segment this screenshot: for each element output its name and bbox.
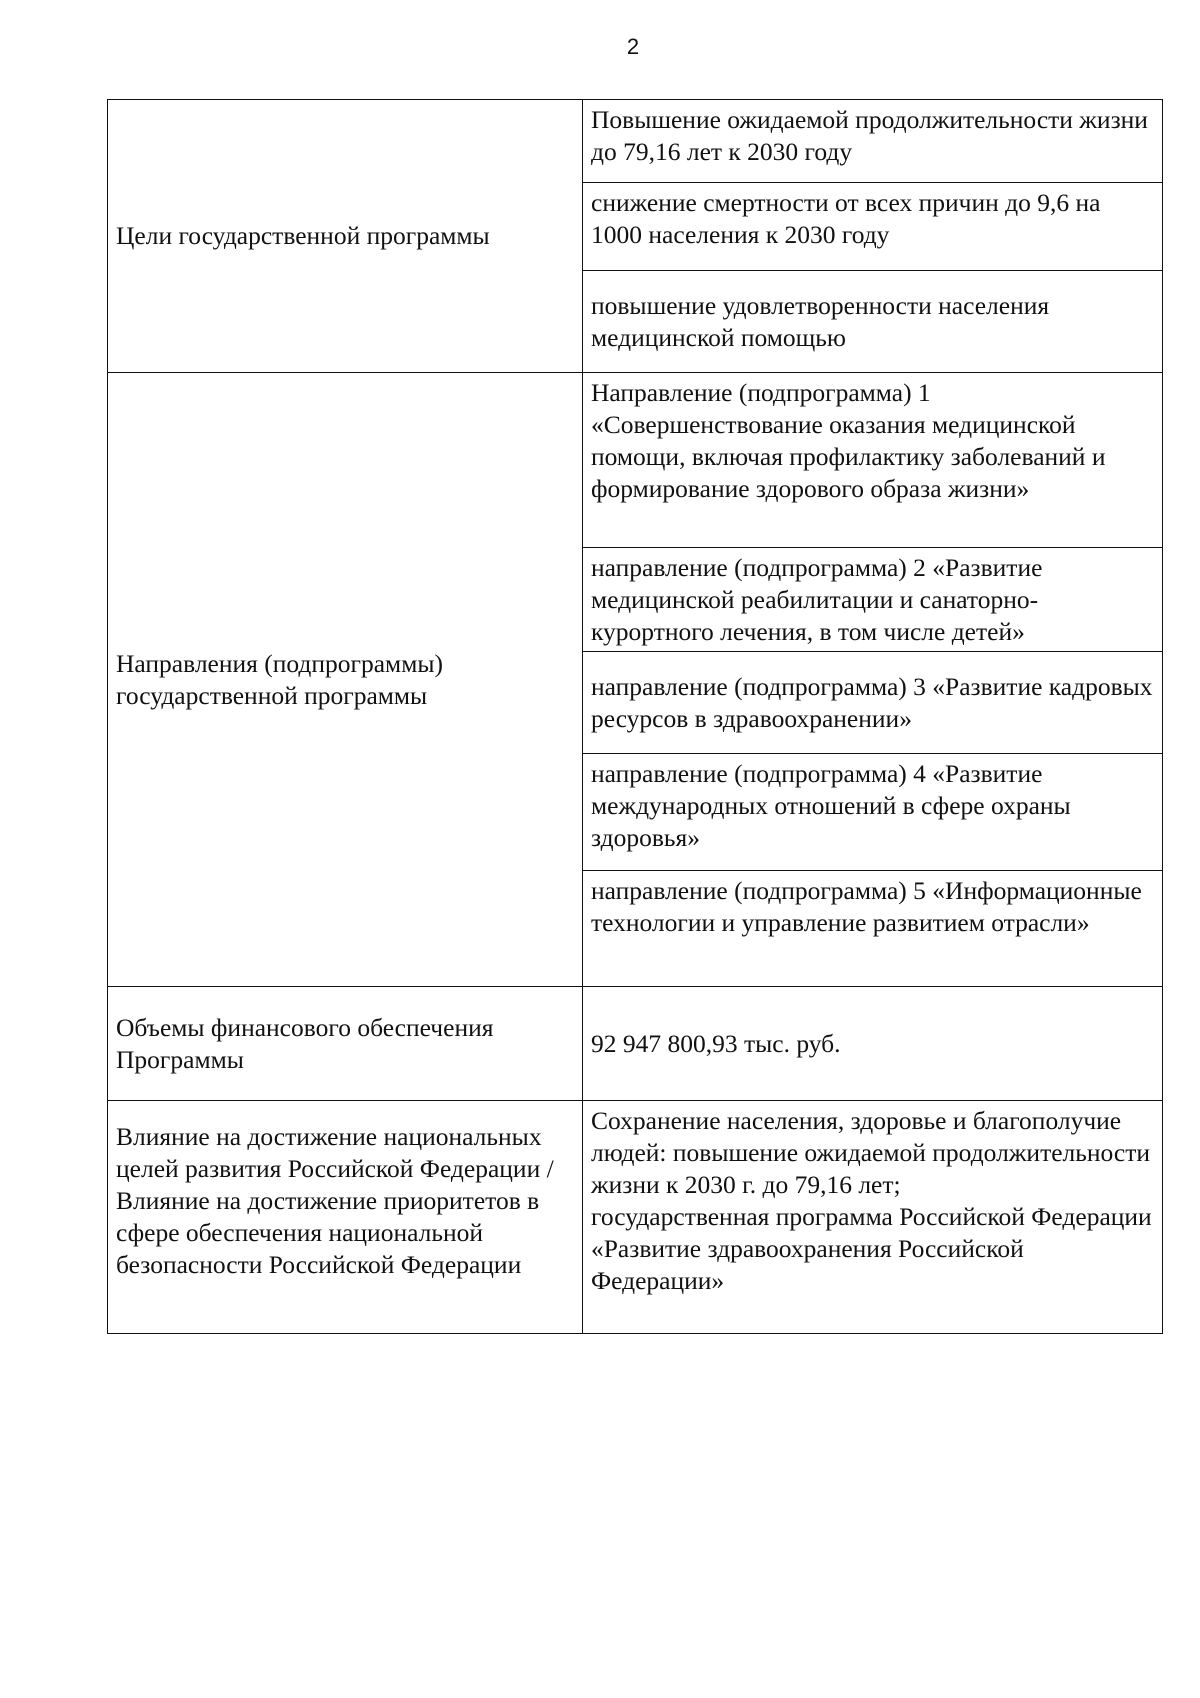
goal-item: повышение удовлетворенности населения медицинской помощью — [583, 271, 1163, 373]
impact-value: Сохранение населения, здоровье и благополучие людей: повышение ожидаемой продолжительности жизни к 2030 г. до 79,16 лет; государственная программа Российской Федерации «Развитие здравоохранения Российской Федерации» — [583, 1101, 1163, 1334]
directions-label: Направления (подпрограммы) государственной программы — [108, 373, 583, 987]
goals-label: Цели государственной программы — [108, 100, 583, 373]
impact-row — [108, 1101, 1163, 1334]
directions-row — [108, 373, 1163, 548]
page-number: 2 — [626, 34, 640, 59]
program-passport-table — [107, 99, 1163, 1334]
direction-item: направление (подпрограмма) 2 «Развитие медицинской реабилитации и санаторно-курортного лечения, в том числе детей» — [583, 548, 1163, 652]
direction-item: Направление (подпрограмма) 1 «Совершенствование оказания медицинской помощи, включая профилактику заболеваний и формирование здорового образа жизни» — [583, 373, 1163, 548]
funding-label: Объемы финансового обеспечения Программы — [108, 987, 583, 1101]
funding-value: 92 947 800,93 тыс. руб. — [583, 987, 1163, 1101]
goal-item: снижение смертности от всех причин до 9,6 на 1000 населения к 2030 году — [583, 183, 1163, 271]
goal-item: Повышение ожидаемой продолжительности жизни до 79,16 лет к 2030 году — [583, 100, 1163, 183]
direction-item: направление (подпрограмма) 5 «Информационные технологии и управление развитием отрасли» — [583, 871, 1163, 987]
direction-item: направление (подпрограмма) 4 «Развитие международных отношений в сфере охраны здоровья» — [583, 754, 1163, 871]
direction-item: направление (подпрограмма) 3 «Развитие кадровых ресурсов в здравоохранении» — [583, 652, 1163, 754]
funding-row — [108, 987, 1163, 1101]
impact-label: Влияние на достижение национальных целей развития Российской Федерации /Влияние на достижение приоритетов в сфере обеспечения национальной безопасности Российской Федерации — [108, 1101, 583, 1334]
goals-row — [108, 100, 1163, 183]
